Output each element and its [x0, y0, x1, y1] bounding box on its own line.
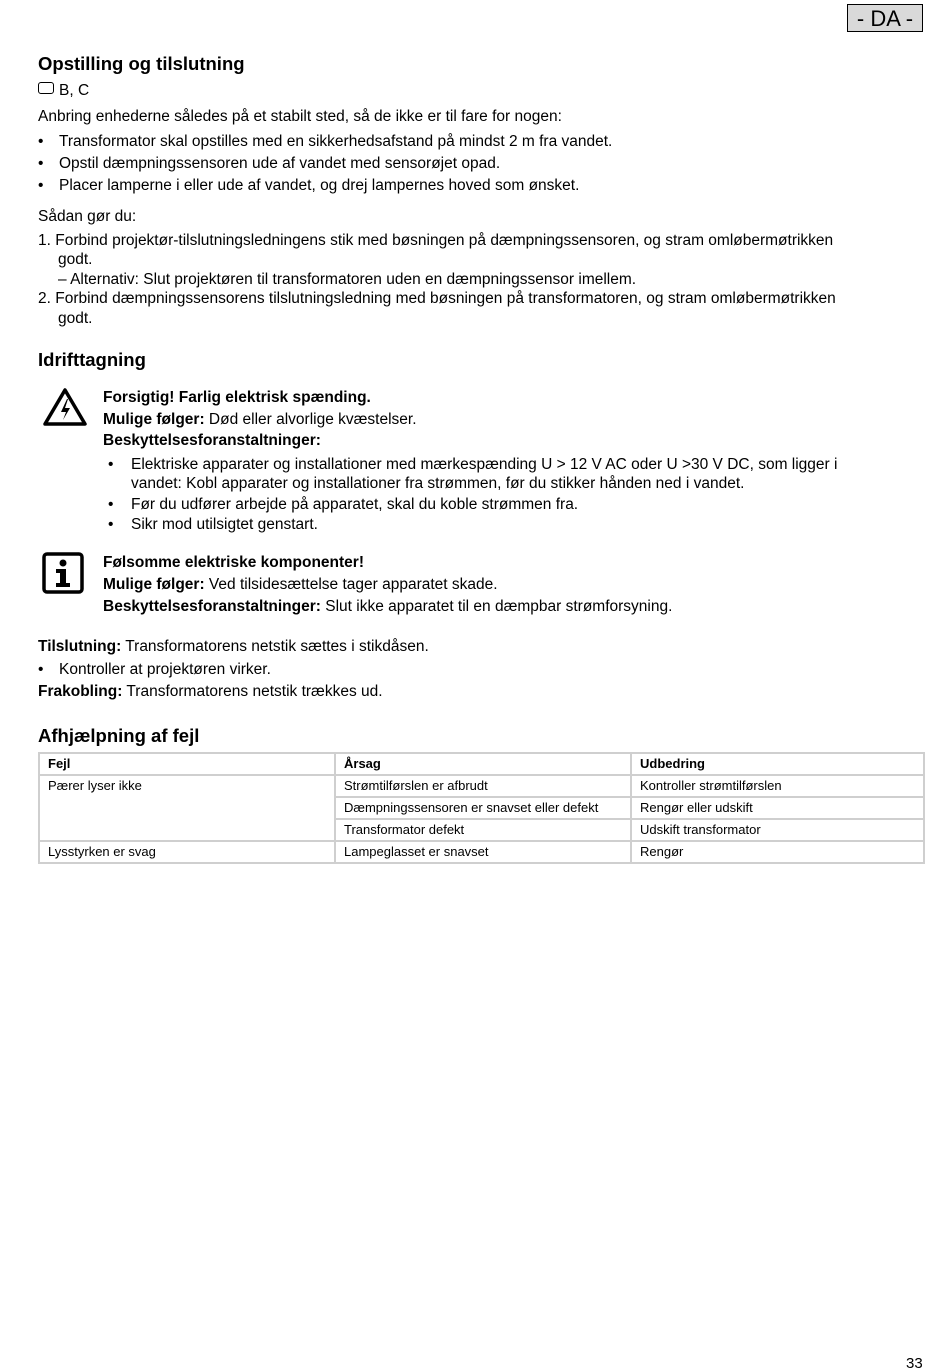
table-cell: Udskift transformator: [631, 819, 924, 841]
list-item-text: Kontroller at projektøren virker.: [59, 661, 271, 678]
table-cell: Rengør eller udskift: [631, 797, 924, 819]
table-cell: Lampeglasset er snavset: [335, 841, 631, 863]
measures-label: Beskyttelsesforanstaltninger:: [103, 598, 321, 615]
table-cell: Lysstyrken er svag: [39, 841, 335, 863]
bullet-icon: •: [108, 496, 114, 513]
table-header-row: [39, 753, 924, 775]
list-item-cont: vandet: Kobl apparater og installationer fra strømmen, før du stikker hånden ned i vandet.: [131, 475, 745, 492]
bullet-icon: •: [38, 177, 44, 194]
info-icon: [42, 552, 84, 594]
table-row: [39, 775, 924, 797]
disconnect-text: Transformatorens netstik trækkes ud.: [122, 683, 383, 700]
bullet-icon: •: [38, 661, 44, 678]
troubleshooting-table: [38, 752, 925, 864]
bullet-icon: •: [38, 133, 44, 150]
warning-measures-label: Beskyttelsesforanstaltninger:: [103, 432, 321, 449]
section-title-setup: Opstilling og tilslutning: [38, 53, 245, 74]
info-title: Følsomme elektriske komponenter!: [103, 554, 364, 571]
section-title-commissioning: Idrifttagning: [38, 349, 146, 370]
figure-reference: [38, 82, 89, 100]
info-measures: [103, 598, 672, 616]
info-consequence: [103, 576, 498, 594]
table-cell: Strømtilførslen er afbrudt: [335, 775, 631, 797]
bullet-icon: •: [38, 155, 44, 172]
figure-ref-text: B, C: [59, 82, 90, 99]
disconnect-label: Frakobling:: [38, 683, 123, 700]
warning-title: Forsigtig! Farlig elektrisk spænding.: [103, 389, 371, 406]
consequence-text: Død eller alvorlige kvæstelser.: [204, 411, 417, 428]
step-1-alternative: – Alternativ: Slut projektøren til transformatoren uden en dæmpningssensor imellem.: [58, 271, 637, 288]
step-1: 1. Forbind projektør-tilslutningsledningens stik med bøsningen på dæmpningssensoren, og stram omløbermøtrikken: [38, 232, 834, 249]
consequence-label: Mulige følger:: [103, 411, 205, 428]
list-item-text: Transformator skal opstilles med en sikkerhedsafstand på mindst 2 m fra vandet.: [59, 133, 613, 150]
measures-text: Slut ikke apparatet til en dæmpbar strømforsyning.: [320, 598, 673, 615]
step-1-cont: godt.: [58, 251, 93, 268]
table-cell: Dæmpningssensoren er snavset eller defekt: [335, 797, 631, 819]
list-item-text: Placer lamperne i eller ude af vandet, og drej lampernes hoved som ønsket.: [59, 177, 580, 194]
table-cell: Pærer lyser ikke: [39, 775, 335, 841]
step-2: 2. Forbind dæmpningssensorens tilslutningsledning med bøsningen på transformatoren, og stram omløbermøtrikken: [38, 290, 836, 307]
section-title-troubleshooting: Afhjælpning af fejl: [38, 725, 200, 746]
table-cell: Kontroller strømtilførslen: [631, 775, 924, 797]
consequence-text: Ved tilsidesættelse tager apparatet skade.: [204, 576, 498, 593]
table-header-cell: Fejl: [39, 753, 335, 775]
connect-label: Tilslutning:: [38, 638, 122, 655]
bullet-icon: •: [108, 516, 114, 533]
disconnect-instruction: [38, 683, 383, 701]
page-number: 33: [906, 1355, 923, 1372]
consequence-label: Mulige følger:: [103, 576, 205, 593]
list-item-text: Opstil dæmpningssensoren ude af vandet med sensorøjet opad.: [59, 155, 501, 172]
list-item-text: Elektriske apparater og installationer med mærkespænding U > 12 V AC oder U >30 V DC, som ligger i: [131, 456, 838, 473]
table-header-cell: Udbedring: [631, 753, 924, 775]
electric-warning-icon: [42, 387, 88, 427]
howto-label: Sådan gør du:: [38, 208, 137, 225]
figure-ref-icon: [38, 82, 54, 94]
table-header-cell: Årsag: [335, 753, 631, 775]
list-item-text: Sikr mod utilsigtet genstart.: [131, 516, 318, 533]
table-cell: Rengør: [631, 841, 924, 863]
connect-text: Transformatorens netstik sættes i stikdåsen.: [121, 638, 429, 655]
bullet-icon: •: [108, 456, 114, 473]
step-2-cont: godt.: [58, 310, 93, 327]
warning-consequence: [103, 411, 417, 429]
setup-intro: Anbring enhederne således på et stabilt sted, så de ikke er til fare for nogen:: [38, 108, 562, 125]
list-item-text: Før du udfører arbejde på apparatet, skal du koble strømmen fra.: [131, 496, 579, 513]
language-badge: - DA -: [847, 4, 923, 32]
connect-instruction: [38, 638, 429, 656]
table-row: [39, 841, 924, 863]
table-cell: Transformator defekt: [335, 819, 631, 841]
